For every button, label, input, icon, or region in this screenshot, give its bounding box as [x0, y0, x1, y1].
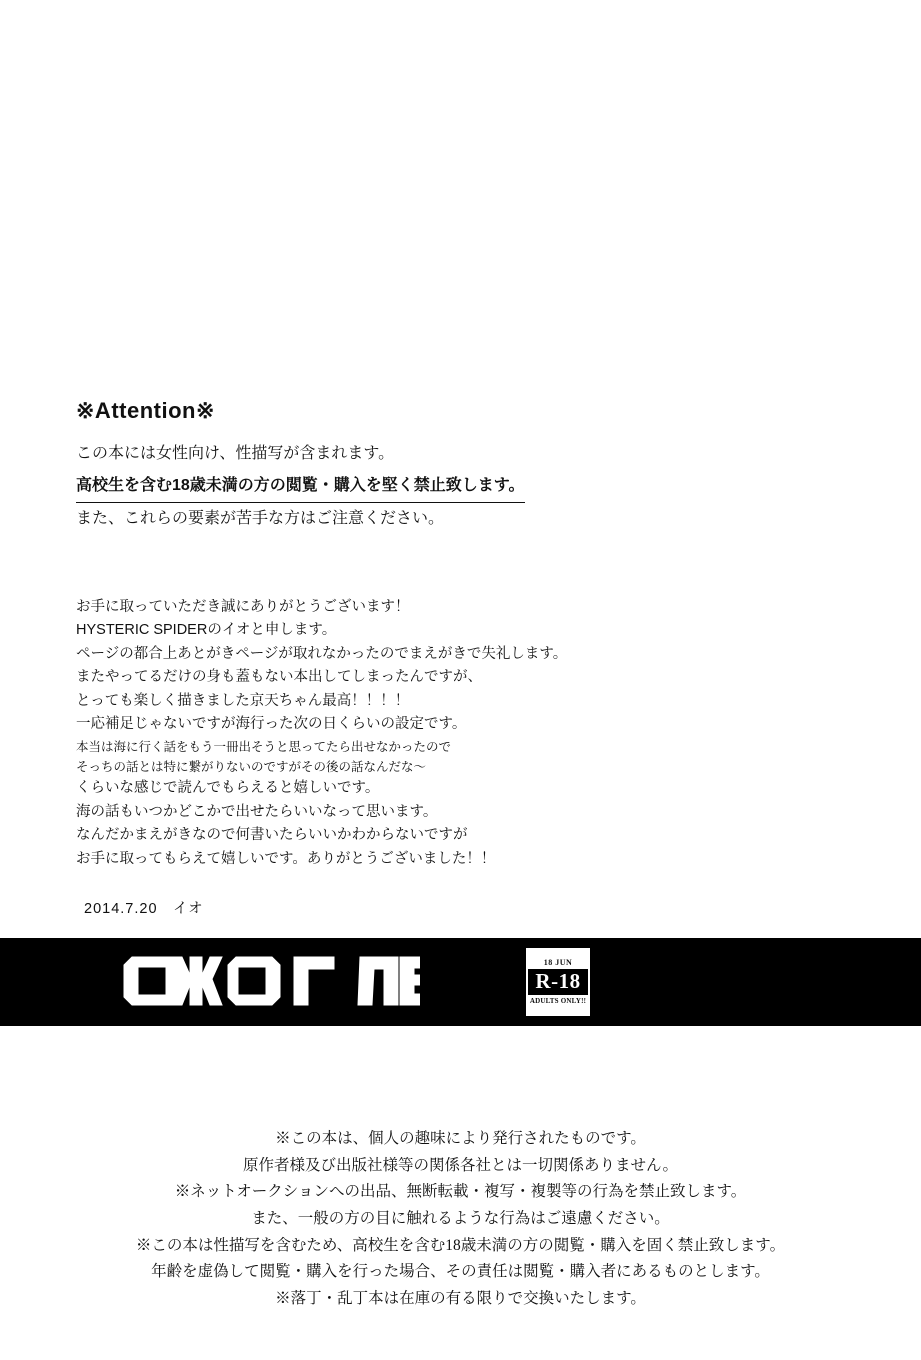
afterword-line: またやってるだけの身も蓋もない本出してしまったんですが、 [76, 669, 482, 686]
footer-notice-line: ※ネットオークションへの出品、無断転載・複写・複製等の行為を禁止致します。 [174, 1183, 747, 1201]
footer-notice-line: 原作者様及び出版社様等の関係各社とは一切関係ありません。 [243, 1156, 678, 1174]
attention-line-1-text: この本には女性向け、性描写が含まれます。 [76, 445, 395, 463]
footer-notice-line: ※この本は性描写を含むため、高校生を含む18歳未満の方の閲覧・購入を固く禁止致します。 [135, 1236, 786, 1254]
afterword-line: そっちの話とは特に繋がりないのですがその後の話なんだな〜 [76, 760, 427, 775]
afterword-line: HYSTERIC SPIDERのイオと申します。 [76, 622, 337, 639]
afterword-line: 海の話もいつかどこかで出せたらいいなって思います。 [76, 803, 438, 820]
afterword-line: なんだかまえがきなので何書いたらいいかわからないですが [76, 827, 468, 844]
attention-line-3 [76, 503, 836, 534]
attention-line-2 [76, 470, 836, 503]
rating-badge-main-text: R-18 [528, 969, 587, 994]
footer-notice-line: ※落丁・乱丁本は在庫の有る限りで交換いたします。 [275, 1289, 646, 1307]
rating-badge [524, 946, 592, 1018]
afterword-line: 一応補足じゃないですが海行った次の日くらいの設定です。 [76, 716, 467, 733]
afterword-line: お手に取ってもらえて嬉しいです。ありがとうございました！！ [76, 850, 496, 867]
afterword-line: ページの都合上あとがきページが取れなかったのでまえがきで失礼します。 [76, 645, 568, 662]
rating-badge-bottom-text: ADULTS ONLY!! [529, 996, 587, 1005]
footer-notice-line: ※この本は、個人の趣味により発行されたものです。 [275, 1130, 646, 1147]
rating-badge-top-text: 18 JUN [543, 958, 573, 968]
footer-notice-line: また、一般の方の目に触れるような行為はご遠慮ください。 [251, 1209, 670, 1227]
afterword-date: 2014.7.20 イオ [84, 901, 204, 918]
banner-logo [120, 946, 420, 1016]
afterword-line: とっても楽しく描きました京天ちゃん最高！！！！ [76, 692, 410, 709]
attention-line-1 [76, 438, 836, 469]
afterword-line: くらいな感じで読んでもらえると嬉しいです。 [76, 780, 380, 797]
afterword-section [76, 596, 856, 918]
title-banner [0, 938, 921, 1026]
attention-section [76, 398, 836, 534]
attention-title: ※Attention※ [76, 398, 215, 423]
afterword-line: お手に取っていただき誠にありがとうございます！ [76, 599, 410, 615]
footer-notice-line: 年齢を虚偽して閲覧・購入を行った場合、その責任は閲覧・購入者にあるものとします。 [151, 1263, 770, 1281]
attention-line-2-text: 高校生を含む18歳未満の方の閲覧・購入を堅く禁止致します。 [76, 470, 525, 503]
attention-line-3-text: また、これらの要素が苦手な方はご注意ください。 [76, 509, 445, 527]
afterword-line: 本当は海に行く話をもう一冊出そうと思ってたら出せなかったので [76, 739, 452, 754]
footer-notice [0, 1126, 921, 1313]
